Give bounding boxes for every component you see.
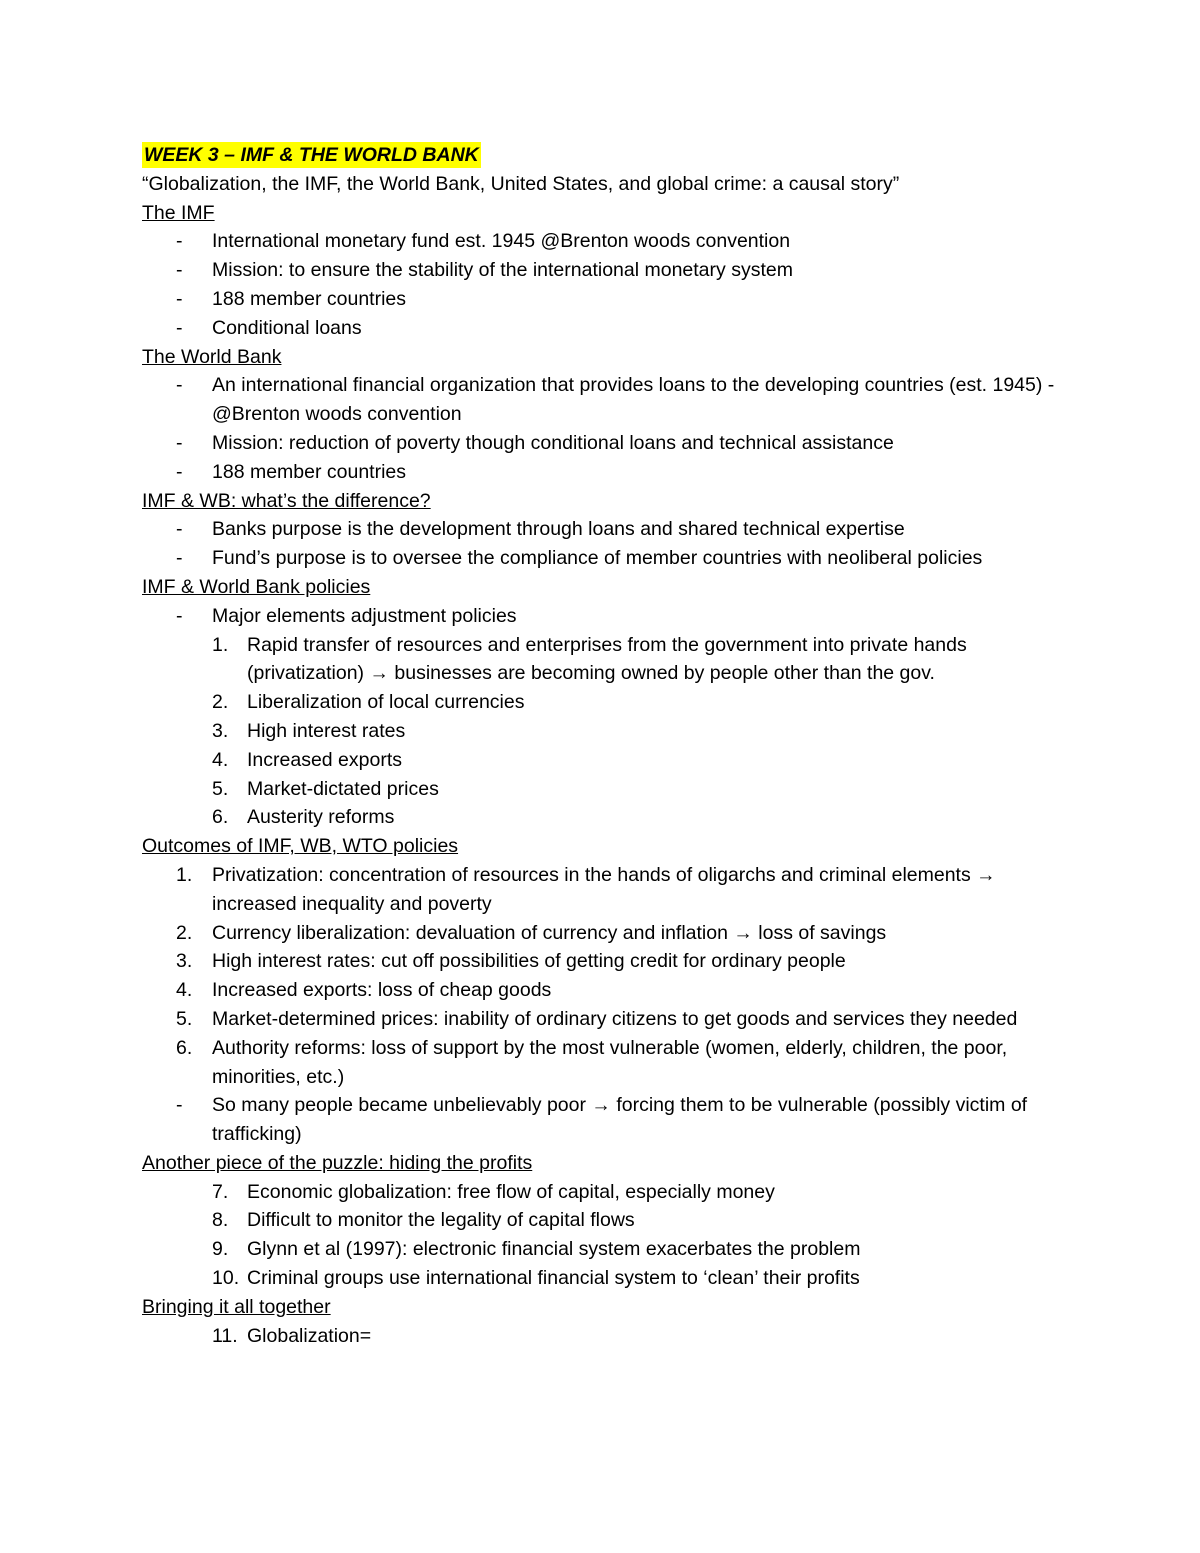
list-item-text: Globalization= — [247, 1324, 372, 1347]
list-number: 2. — [176, 921, 193, 944]
bullet-dash: - — [176, 287, 183, 310]
list-number: 8. — [212, 1209, 229, 1232]
heading-outcomes: Outcomes of IMF, WB, WTO policies — [142, 835, 459, 858]
list-item-text: Authority reforms: loss of support by the most vulnerable (women, elderly, children, the poor, minorities, etc.) — [212, 1036, 1008, 1088]
numbered-item — [142, 1005, 1072, 1034]
numbered-item — [142, 1264, 1072, 1293]
numbered-item — [142, 688, 1072, 717]
list-item — [142, 429, 1072, 458]
list-item — [142, 314, 1072, 343]
numbered-item — [142, 1034, 1072, 1092]
list-item-text: High interest rates — [247, 719, 406, 742]
list-item — [142, 515, 1072, 544]
list-number: 7. — [212, 1180, 229, 1203]
list-item-text: Economic globalization: free flow of capital, especially money — [247, 1180, 775, 1203]
list-item-text: Major elements adjustment policies — [212, 604, 517, 627]
list-item-text: Market-dictated prices — [247, 777, 439, 800]
heading-together: Bringing it all together — [142, 1295, 331, 1318]
bullet-dash: - — [176, 1094, 183, 1117]
list-item-text: Banks purpose is the development through loans and shared technical expertise — [212, 518, 905, 541]
list-item — [142, 602, 1072, 631]
list-item — [142, 458, 1072, 487]
bullet-dash: - — [176, 259, 183, 282]
list-item-text: Mission: to ensure the stability of the international monetary system — [212, 259, 793, 282]
list-item-text: Austerity reforms — [247, 806, 395, 829]
list-item — [142, 1091, 1072, 1149]
numbered-item — [142, 1206, 1072, 1235]
list-item-text: So many people became unbelievably poor → forcing them to be vulnerable (possibly victim of trafficking) — [212, 1094, 1028, 1146]
list-number: 1. — [212, 633, 229, 656]
list-number: 9. — [212, 1238, 229, 1261]
list-number: 2. — [212, 691, 229, 714]
list-item-text: Difficult to monitor the legality of capital flows — [247, 1209, 635, 1232]
bullet-dash: - — [176, 230, 183, 253]
heading-difference: IMF & WB: what’s the difference? — [142, 489, 431, 512]
title-line — [142, 141, 1072, 170]
list-item — [142, 227, 1072, 256]
list-item-text: Liberalization of local currencies — [247, 691, 525, 714]
numbered-item — [142, 803, 1072, 832]
list-number: 1. — [176, 863, 193, 886]
list-item-text: Privatization: concentration of resources in the hands of oligarchs and criminal elements → increased inequality and poverty — [212, 863, 996, 915]
list-item-text: Criminal groups use international financial system to ‘clean’ their profits — [247, 1267, 860, 1290]
document-page — [142, 141, 1072, 1350]
list-item-text: Currency liberalization: devaluation of currency and inflation → loss of savings — [212, 921, 887, 944]
list-item — [142, 256, 1072, 285]
list-number: 4. — [212, 748, 229, 771]
list-number: 5. — [212, 777, 229, 800]
bullet-dash: - — [176, 460, 183, 483]
list-number: 10. — [212, 1267, 240, 1290]
list-number: 6. — [176, 1036, 193, 1059]
list-item-text: An international financial organization that provides loans to the developing countries (est. 1945) - @Brenton woods convention — [212, 374, 1055, 426]
numbered-item — [142, 976, 1072, 1005]
numbered-item — [142, 746, 1072, 775]
numbered-item — [142, 947, 1072, 976]
heading-imf: The IMF — [142, 201, 215, 224]
heading-world-bank: The World Bank — [142, 345, 282, 368]
document-subtitle: “Globalization, the IMF, the World Bank, United States, and global crime: a causal story” — [142, 172, 900, 195]
numbered-item — [142, 1235, 1072, 1264]
numbered-item — [142, 861, 1072, 919]
numbered-item — [142, 1322, 1072, 1351]
numbered-item — [142, 775, 1072, 804]
heading-policies: IMF & World Bank policies — [142, 575, 371, 598]
bullet-dash: - — [176, 518, 183, 541]
list-item-text: International monetary fund est. 1945 @Brenton woods convention — [212, 230, 791, 253]
list-number: 11. — [212, 1324, 238, 1347]
numbered-item — [142, 919, 1072, 948]
numbered-item — [142, 1178, 1072, 1207]
list-item-text: 188 member countries — [212, 287, 407, 310]
list-item-text: High interest rates: cut off possibilities of getting credit for ordinary people — [212, 950, 846, 973]
list-item-text: Rapid transfer of resources and enterprises from the government into private hands (privatization) → businesses are becoming owned by people other than the gov. — [247, 633, 967, 685]
bullet-dash: - — [176, 316, 183, 339]
list-item-text: Fund’s purpose is to oversee the compliance of member countries with neoliberal policies — [212, 547, 983, 570]
bullet-dash: - — [176, 431, 183, 454]
list-number: 3. — [176, 950, 193, 973]
list-number: 3. — [212, 719, 229, 742]
list-item — [142, 544, 1072, 573]
list-item-text: Mission: reduction of poverty though conditional loans and technical assistance — [212, 431, 894, 454]
list-item — [142, 371, 1072, 429]
numbered-item — [142, 631, 1072, 689]
list-item-text: Increased exports: loss of cheap goods — [212, 979, 552, 1002]
list-item-text: Increased exports — [247, 748, 403, 771]
list-item-text: Market-determined prices: inability of ordinary citizens to get goods and services they needed — [212, 1007, 1018, 1030]
bullet-dash: - — [176, 547, 183, 570]
heading-puzzle: Another piece of the puzzle: hiding the profits — [142, 1151, 533, 1174]
list-item-text: 188 member countries — [212, 460, 407, 483]
list-number: 4. — [176, 979, 193, 1002]
list-number: 6. — [212, 806, 229, 829]
list-number: 5. — [176, 1007, 193, 1030]
numbered-item — [142, 717, 1072, 746]
list-item-text: Glynn et al (1997): electronic financial system exacerbates the problem — [247, 1238, 861, 1261]
document-title: WEEK 3 – IMF & THE WORLD BANK — [144, 144, 479, 166]
list-item — [142, 285, 1072, 314]
list-item-text: Conditional loans — [212, 316, 362, 339]
bullet-dash: - — [176, 374, 183, 397]
bullet-dash: - — [176, 604, 183, 627]
